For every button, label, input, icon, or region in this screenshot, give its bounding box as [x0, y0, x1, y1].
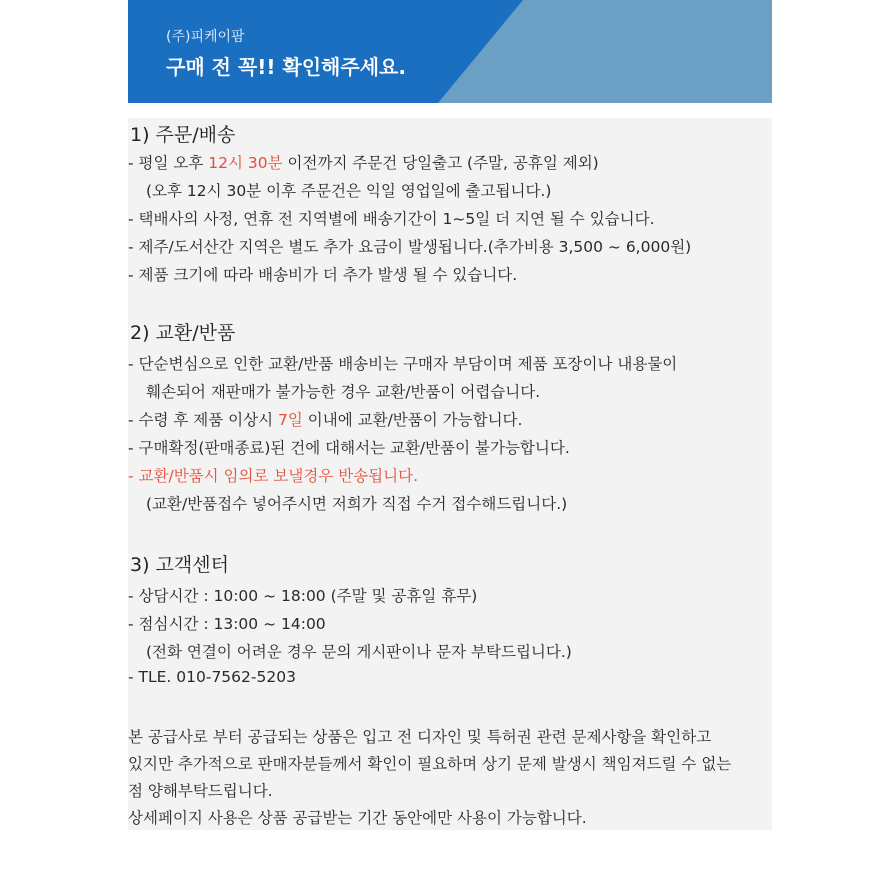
company-name: (주)피케이팜 [166, 29, 245, 45]
shipping-line-3: - 택배사의 사정, 연휴 전 지역별에 배송기간이 1~5일 더 지연 될 수 있습니다. [128, 210, 655, 228]
shipping-line-2: (오후 12시 30분 이후 주문건은 익일 영업일에 출고됩니다.) [146, 182, 552, 200]
support-line-3: (전화 연결이 어려운 경우 문의 게시판이나 문자 부탁드립니다.) [146, 643, 572, 661]
shipping-line-4: - 제주/도서산간 지역은 별도 추가 요금이 발생됩니다.(추가비용 3,500 ~ 6,000원) [128, 238, 692, 256]
exchange-line-6: (교환/반품접수 넣어주시면 저희가 직접 수거 접수해드립니다.) [146, 495, 568, 513]
exchange-line-2: 훼손되어 재판매가 불가능한 경우 교환/반품이 어렵습니다. [146, 383, 541, 401]
return-warning-highlight: 교환/반품시 임의로 보낼경우 반송됩니다. [138, 467, 419, 485]
exchange-line-5: - 교환/반품시 임의로 보낼경우 반송됩니다. [128, 467, 419, 485]
section-title-exchange: 2) 교환/반품 [130, 322, 236, 344]
notice-line-1: 본 공급사로 부터 공급되는 상품은 입고 전 디자인 및 특허권 관련 문제사항을 확인하고 [128, 728, 712, 746]
support-line-2: - 점심시간 : 13:00 ~ 14:00 [128, 615, 326, 633]
banner-title: 구매 전 꼭!! 확인해주세요. [166, 55, 406, 79]
exchange-line-3: - 수령 후 제품 이상시 7일 이내에 교환/반품이 가능합니다. [128, 411, 523, 429]
cutoff-time-highlight: 12시 30분 [208, 154, 283, 172]
support-phone: - TLE. 010-7562-5203 [128, 668, 296, 686]
notice-line-4: 상세페이지 사용은 상품 공급받는 기간 동안에만 사용이 가능합니다. [128, 809, 587, 827]
section-title-support: 3) 고객센터 [130, 554, 229, 576]
shipping-line-5: - 제품 크기에 따라 배송비가 더 추가 발생 될 수 있습니다. [128, 266, 518, 284]
exchange-line-4: - 구매확정(판매종료)된 건에 대해서는 교환/반품이 불가능합니다. [128, 439, 570, 457]
days-highlight: 7일 [278, 411, 303, 429]
notice-line-3: 점 양해부탁드립니다. [128, 782, 273, 800]
notice-panel [128, 118, 772, 830]
section-title-shipping: 1) 주문/배송 [130, 124, 236, 146]
support-line-1: - 상담시간 : 10:00 ~ 18:00 (주말 및 공휴일 휴무) [128, 587, 478, 605]
notice-line-2: 있지만 추가적으로 판매자분들께서 확인이 필요하며 상기 문제 발생시 책임져드릴 수 없는 [128, 755, 732, 773]
shipping-line-1: - 평일 오후 12시 30분 이전까지 주문건 당일출고 (주말, 공휴일 제외) [128, 154, 599, 172]
header-banner [128, 0, 772, 103]
exchange-line-1: - 단순변심으로 인한 교환/반품 배송비는 구매자 부담이며 제품 포장이나 내용물이 [128, 355, 678, 373]
